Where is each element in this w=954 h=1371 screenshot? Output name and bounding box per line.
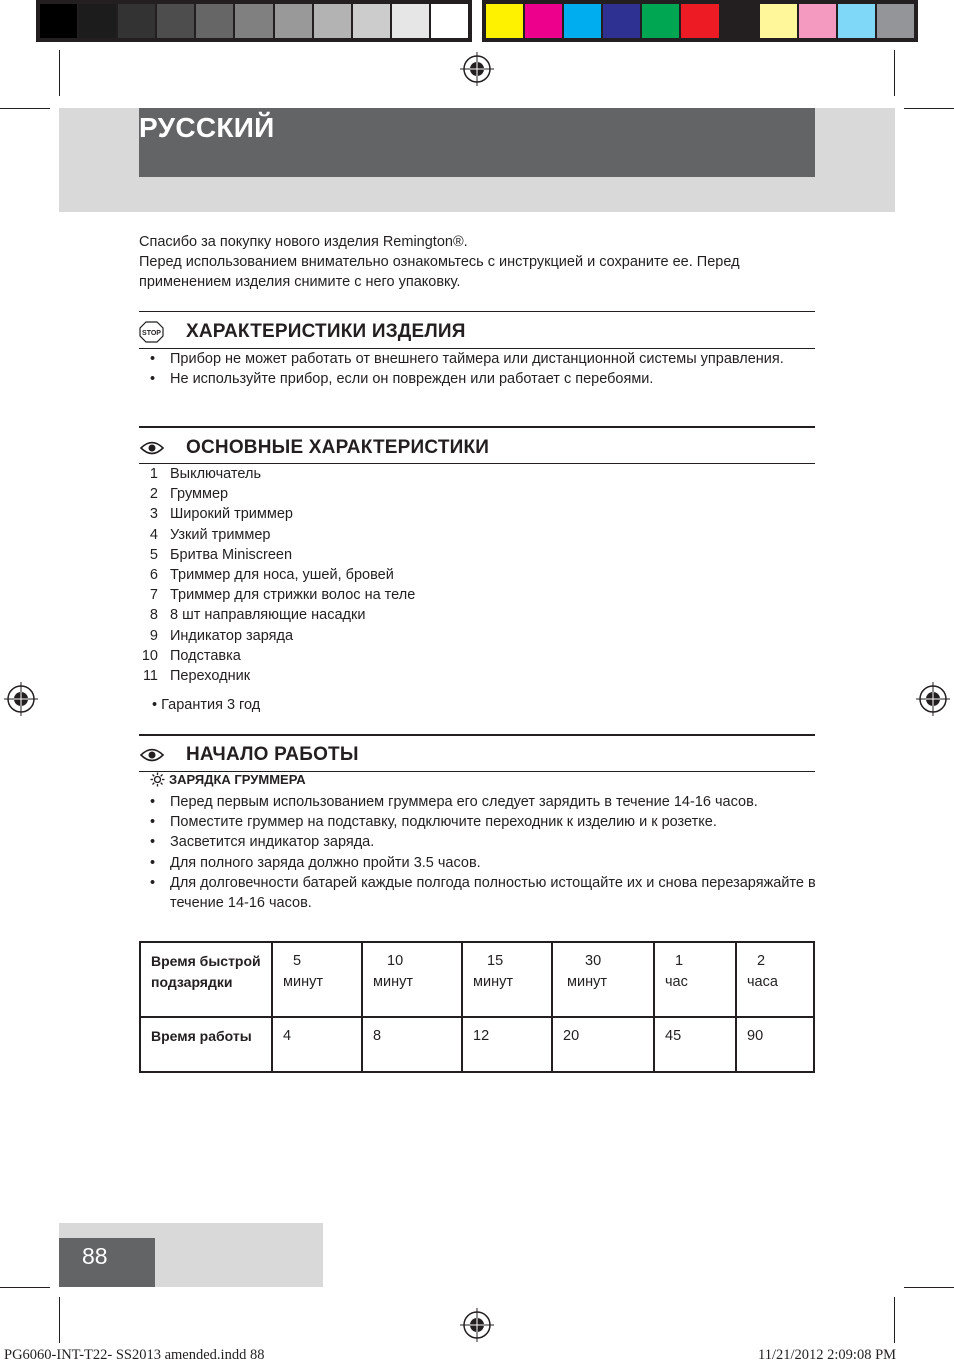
section-rule-top — [139, 426, 815, 428]
section-rule-top — [139, 311, 815, 312]
list-item: 11 Переходник — [142, 668, 251, 685]
list-item: • Прибор не может работать от внешнего таймера или дистанционной системы управления. — [150, 351, 784, 367]
list-item: • Для полного заряда должно пройти 3.5 часов. — [150, 854, 481, 871]
section-header-start — [139, 743, 359, 767]
list-item: 5 Бритва Miniscreen — [149, 546, 293, 563]
swatch — [603, 4, 640, 38]
grayscale-color-bar — [36, 0, 472, 42]
swatch — [79, 4, 116, 38]
section-header-features — [139, 436, 489, 460]
table-cell: 45 — [654, 1017, 736, 1072]
table-cell: 20 — [552, 1017, 654, 1072]
swatch — [431, 4, 468, 38]
list-item: 8 8 шт направляющие насадки — [149, 607, 366, 624]
crop-mark — [59, 1297, 60, 1343]
sun-icon — [150, 772, 165, 787]
eye-icon — [139, 437, 164, 459]
intro-line: Перед использованием внимательно ознакомьтесь с инструкцией и сохраните ее. Перед применением изделия снимите с него упаковку. — [139, 254, 740, 290]
intro-text — [139, 232, 819, 292]
section-title: НАЧАЛО РАБОТЫ — [186, 744, 359, 765]
table-cell: 5 минут — [272, 942, 362, 1017]
registration-mark-icon — [460, 52, 494, 86]
footer-timestamp: 11/21/2012 2:09:08 PM — [758, 1347, 897, 1363]
warranty-note: • Гарантия 3 год — [152, 697, 261, 713]
list-item: 4 Узкий триммер — [149, 526, 271, 543]
registration-mark-icon — [916, 682, 950, 716]
swatch — [118, 4, 155, 38]
charging-list — [139, 792, 819, 913]
swatch — [196, 4, 233, 38]
table-cell: 30 минут — [552, 942, 654, 1017]
table-cell: 10 минут — [362, 942, 462, 1017]
svg-text:STOP: STOP — [142, 330, 161, 337]
crop-mark — [59, 50, 60, 96]
list-item: • Засветится индикатор заряда. — [150, 834, 375, 851]
swatch — [838, 4, 875, 38]
crop-mark — [904, 1287, 954, 1288]
list-item: • Не используйте прибор, если он поврежден или работает с перебоями. — [150, 371, 654, 388]
list-item: • Поместите груммер на подставку, подключите переходник к изделию и к розетке. — [150, 814, 717, 831]
swatch — [877, 4, 914, 38]
swatch — [681, 4, 718, 38]
section-title: ХАРАКТЕРИСТИКИ ИЗДЕЛИЯ — [186, 321, 466, 342]
list-item: 10 Подставка — [141, 647, 241, 664]
swatch — [314, 4, 351, 38]
swatch — [235, 4, 272, 38]
list-item: 9 Индикатор заряда — [149, 627, 294, 644]
list-item: 1 Выключатель — [149, 466, 261, 482]
language-title: РУССКИЙ — [139, 112, 275, 143]
crop-mark — [904, 108, 954, 109]
swatch — [353, 4, 390, 38]
intro-line: Спасибо за покупку нового изделия Remington®. — [139, 234, 468, 250]
table-cell: 4 — [272, 1017, 362, 1072]
table-row — [140, 942, 814, 1017]
list-item: • Перед первым использованием груммера его следует зарядить в течение 14-16 часов. — [150, 794, 758, 810]
swatch — [157, 4, 194, 38]
crop-mark — [0, 1287, 50, 1288]
list-item: • Для долговечности батарей каждые полгода полностью истощайте их и снова перезаряжайте в течение 14-16 часов. — [150, 874, 816, 912]
table-row — [140, 1017, 814, 1072]
table-cell: 1 час — [654, 942, 736, 1017]
swatch — [799, 4, 836, 38]
section-header-safety — [139, 320, 466, 344]
list-item: 6 Триммер для носа, ушей, бровей — [149, 567, 394, 584]
table-row-label: Время работы — [140, 1017, 272, 1072]
crop-mark — [894, 50, 895, 96]
swatch — [721, 4, 758, 38]
section-title: ОСНОВНЫЕ ХАРАКТЕРИСТИКИ — [186, 437, 490, 458]
table-cell: 12 — [462, 1017, 552, 1072]
registration-mark-icon — [4, 682, 38, 716]
swatch — [642, 4, 679, 38]
swatch — [40, 4, 77, 38]
crop-mark — [0, 108, 50, 109]
list-item: 3 Широкий триммер — [149, 506, 293, 523]
swatch — [275, 4, 312, 38]
process-color-bar — [482, 0, 918, 42]
swatch — [525, 4, 562, 38]
page-number: 88 — [82, 1243, 108, 1269]
parts-list — [139, 464, 415, 686]
stop-icon — [139, 321, 164, 343]
section-rule-top — [139, 734, 815, 736]
list-item: 7 Триммер для стрижки волос на теле — [149, 587, 416, 604]
swatch — [392, 4, 429, 38]
subheading-label: ЗАРЯДКА ГРУММЕРА — [169, 772, 306, 787]
safety-list — [139, 349, 819, 389]
footer-filename: PG6060-INT-T22- SS2013 amended.indd 88 — [4, 1347, 265, 1363]
table-row-label: Время быстрой подзарядки — [140, 942, 272, 1017]
swatch — [760, 4, 797, 38]
crop-mark — [894, 1297, 895, 1343]
table-cell: 15 минут — [462, 942, 552, 1017]
swatch — [486, 4, 523, 38]
swatch — [564, 4, 601, 38]
table-cell: 8 — [362, 1017, 462, 1072]
registration-mark-icon — [460, 1308, 494, 1342]
charge-time-table — [139, 941, 815, 1073]
table-cell: 2 часа — [736, 942, 814, 1017]
charging-subheading — [150, 772, 306, 787]
table-cell: 90 — [736, 1017, 814, 1072]
eye-icon — [139, 744, 164, 766]
list-item: 2 Груммер — [149, 486, 229, 503]
